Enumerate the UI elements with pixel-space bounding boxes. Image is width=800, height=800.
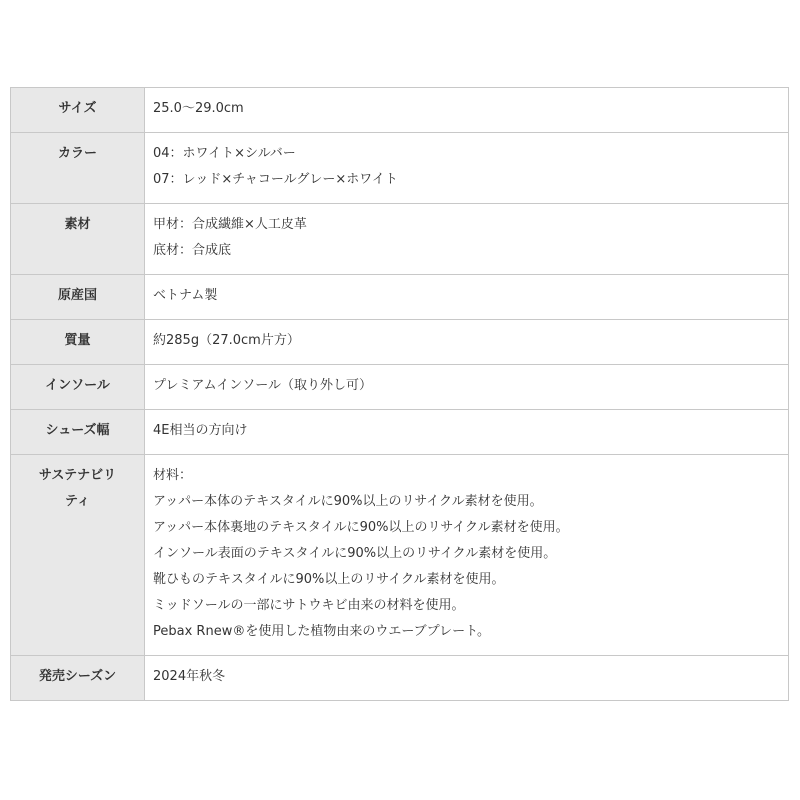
spec-value-cell: [145, 656, 789, 701]
spec-value-cell: [145, 275, 789, 320]
spec-value-cell: [145, 204, 789, 275]
spec-value: 04：ホワイト×シルバー: [153, 146, 296, 161]
spec-value: プレミアムインソール（取り外し可）: [153, 378, 373, 393]
spec-value: 07：レッド×チャコールグレー×ホワイト: [153, 172, 398, 187]
spec-label-cell: [11, 204, 145, 275]
spec-row: [11, 455, 789, 656]
spec-value: 約285g（27.0cm片方）: [153, 333, 300, 348]
spec-label: 素材: [64, 217, 91, 232]
spec-label: サイズ: [58, 101, 97, 116]
spec-value: Pebax Rnew®を使用した植物由来のウエーブプレート。: [153, 624, 490, 639]
spec-value: 甲材：合成繊維×人工皮革: [153, 217, 307, 232]
spec-row: [11, 133, 789, 204]
spec-label: シューズ幅: [45, 423, 110, 438]
spec-label: 発売シーズン: [38, 669, 117, 684]
spec-value-cell: [145, 410, 789, 455]
spec-value-cell: [145, 455, 789, 656]
spec-value: アッパー本体のテキスタイルに90%以上のリサイクル素材を使用。: [153, 494, 543, 509]
spec-label-cell: [11, 656, 145, 701]
spec-value: 材料：: [153, 468, 193, 483]
spec-label-cell: [11, 133, 145, 204]
spec-label-cell: [11, 320, 145, 365]
spec-value: 4E相当の方向け: [153, 423, 248, 438]
spec-label: 質量: [64, 333, 91, 348]
spec-table-body: [11, 88, 789, 701]
product-spec-table: [10, 87, 789, 701]
spec-label-cell: [11, 275, 145, 320]
spec-label: カラー: [57, 146, 97, 161]
spec-row: [11, 656, 789, 701]
spec-value: 25.0〜29.0cm: [153, 101, 244, 116]
spec-label: 原産国: [57, 288, 97, 303]
spec-label-cell: [11, 365, 145, 410]
spec-value-cell: [145, 365, 789, 410]
spec-label-cell: [11, 455, 145, 656]
spec-value: 靴ひものテキスタイルに90%以上のリサイクル素材を使用。: [153, 572, 505, 587]
spec-row: [11, 275, 789, 320]
spec-row: [11, 88, 789, 133]
spec-row: [11, 320, 789, 365]
spec-value: 底材：合成底: [153, 243, 232, 258]
spec-value-cell: [145, 133, 789, 204]
spec-label: インソール: [45, 378, 110, 393]
spec-row: [11, 365, 789, 410]
spec-label-cell: [11, 88, 145, 133]
spec-value: 2024年秋冬: [153, 669, 226, 684]
spec-value: ベトナム製: [153, 288, 218, 303]
spec-label: ティ: [65, 494, 90, 509]
spec-value: アッパー本体裏地のテキスタイルに90%以上のリサイクル素材を使用。: [153, 520, 569, 535]
spec-row: [11, 204, 789, 275]
spec-label-cell: [11, 410, 145, 455]
spec-row: [11, 410, 789, 455]
spec-value-cell: [145, 320, 789, 365]
spec-label: サステナビリ: [38, 468, 117, 483]
spec-value: インソール表面のテキスタイルに90%以上のリサイクル素材を使用。: [153, 546, 557, 561]
spec-value-cell: [145, 88, 789, 133]
spec-value: ミッドソールの一部にサトウキビ由来の材料を使用。: [153, 598, 465, 613]
